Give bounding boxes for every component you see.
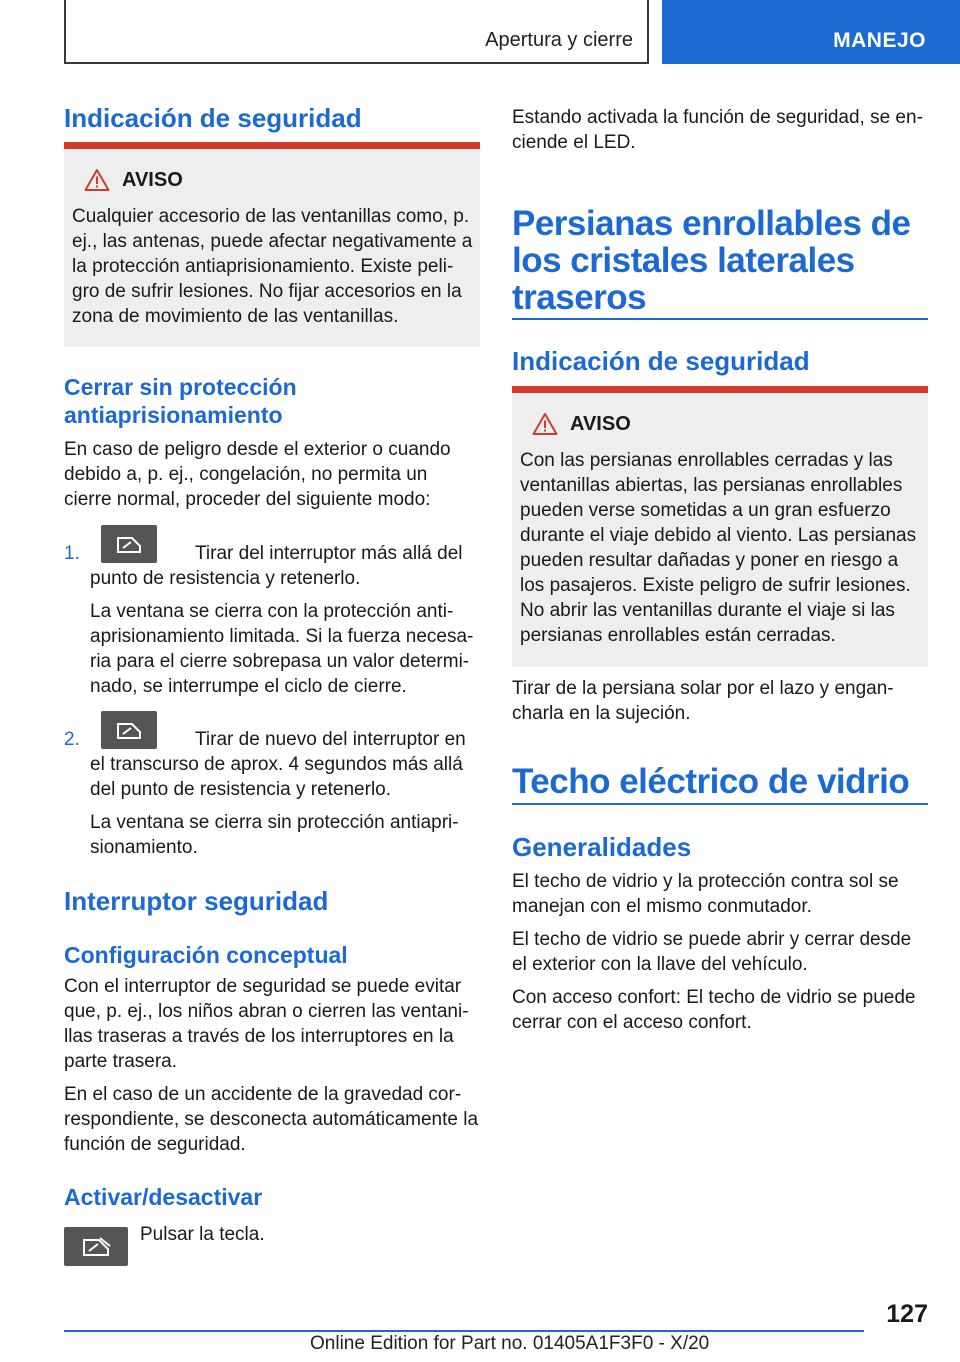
- step-2: [64, 727, 480, 867]
- warning-text: Con las persianas enrollables cerradas y las ventanillas abiertas, las persianas enrollables pueden verse sometidas a un gran esfuerzo durante el viaje debido al viento. Las persianas pueden resultar dañadas y poner en riesgo a los pasajeros. Existe peligro de sufrir lesiones. No abrir las ventanillas durante el viaje si las persianas enrollables están cerradas.: [520, 450, 917, 646]
- roof-heading: Techo eléctrico de vidrio: [512, 762, 910, 801]
- warning-title: AVISO: [122, 168, 183, 191]
- switch-heading: Interruptor seguridad: [64, 886, 329, 916]
- step-number: 2.: [64, 729, 80, 750]
- warning-triangle-icon: [532, 412, 558, 436]
- toggle-heading: Activar/desactivar: [64, 1184, 263, 1210]
- warning-text: Cualquier accesorio de las ventanillas como, p. ej., las antenas, puede afectar negativamente a la protección antiaprisionamiento. Existe peligro de sufrir lesiones. No fijar accesorios en la zona de movimiento de las ventanillas.: [72, 206, 473, 327]
- warning-box: [64, 142, 480, 347]
- step-detail: La ventana se cierra con la protección antiaprisionamiento limitada. Si la fuerza necesaria para el cierre sobrepasa un valor determinado, se interrumpe el ciclo de cierre.: [90, 601, 474, 697]
- blinds-paragraph: Tirar de la persiana solar por el lazo y engancharla en la sujeción.: [512, 678, 894, 724]
- warning-title: AVISO: [570, 412, 631, 435]
- child-lock-switch-icon: [64, 1227, 128, 1266]
- step-text: Tirar de nuevo del interruptor en el transcurso de aprox. 4 segundos más allá del punto de resistencia y retenerlo.: [90, 729, 466, 800]
- safety-heading: Indicación de seguridad: [64, 103, 362, 133]
- header-section-title: Apertura y cierre: [485, 29, 633, 51]
- concept-heading: Configuración conceptual: [64, 942, 348, 968]
- footer-edition: Online Edition for Part no. 01405A1F3F0 - X/20: [310, 1333, 710, 1354]
- step-number: 1.: [64, 543, 80, 564]
- close-paragraph: En caso de peligro desde el exterior o cuando debido a, p. ej., congelación, no permita un cierre normal, proceder del siguiente modo:: [64, 439, 451, 510]
- header-chapter-tab: [662, 0, 960, 64]
- warning-bar: [512, 386, 928, 393]
- safety-heading-2: Indicación de seguridad: [512, 346, 810, 376]
- footer-rule: [64, 1330, 864, 1332]
- roof-rule: [512, 803, 928, 805]
- concept-paragraph-1: Con el interruptor de seguridad se puede evitar que, p. ej., los niños abran o cierren las ventanillas traseras a través de los interruptores en la parte trasera.: [64, 976, 469, 1072]
- general-heading: Generalidades: [512, 832, 692, 862]
- blinds-heading: Persianas enrollables de los cristales laterales traseros: [512, 204, 911, 317]
- general-paragraph-3: Con acceso confort: El techo de vidrio se puede cerrar con el acceso confort.: [512, 987, 916, 1033]
- close-heading: Cerrar sin protección antiaprisionamiento: [64, 374, 297, 428]
- general-paragraph-1: El techo de vidrio y la protección contra sol se manejan con el mismo conmutador.: [512, 871, 899, 917]
- toggle-paragraph: Pulsar la tecla.: [140, 1224, 265, 1245]
- warning-triangle-icon: [84, 168, 110, 192]
- warning-bar: [64, 142, 480, 149]
- warning-box-2: [512, 386, 928, 667]
- step-text: Tirar del interruptor más allá del punto de resistencia y retenerlo.: [90, 543, 463, 589]
- header-chapter-title: MANEJO: [833, 29, 926, 52]
- general-paragraph-2: El techo de vidrio se puede abrir y cerrar desde el exterior con la llave del vehículo.: [512, 929, 912, 975]
- concept-paragraph-2: En el caso de un accidente de la gravedad correspondiente, se desconecta automáticamente la función de seguridad.: [64, 1084, 479, 1155]
- page-number: 127: [886, 1300, 928, 1328]
- header-section-tab: [64, 0, 649, 64]
- step-1: [64, 541, 480, 711]
- blinds-rule: [512, 318, 928, 320]
- led-paragraph: Estando activada la función de seguridad, se enciende el LED.: [512, 107, 923, 153]
- step-detail: La ventana se cierra sin protección antiaprisionamiento.: [90, 812, 459, 858]
